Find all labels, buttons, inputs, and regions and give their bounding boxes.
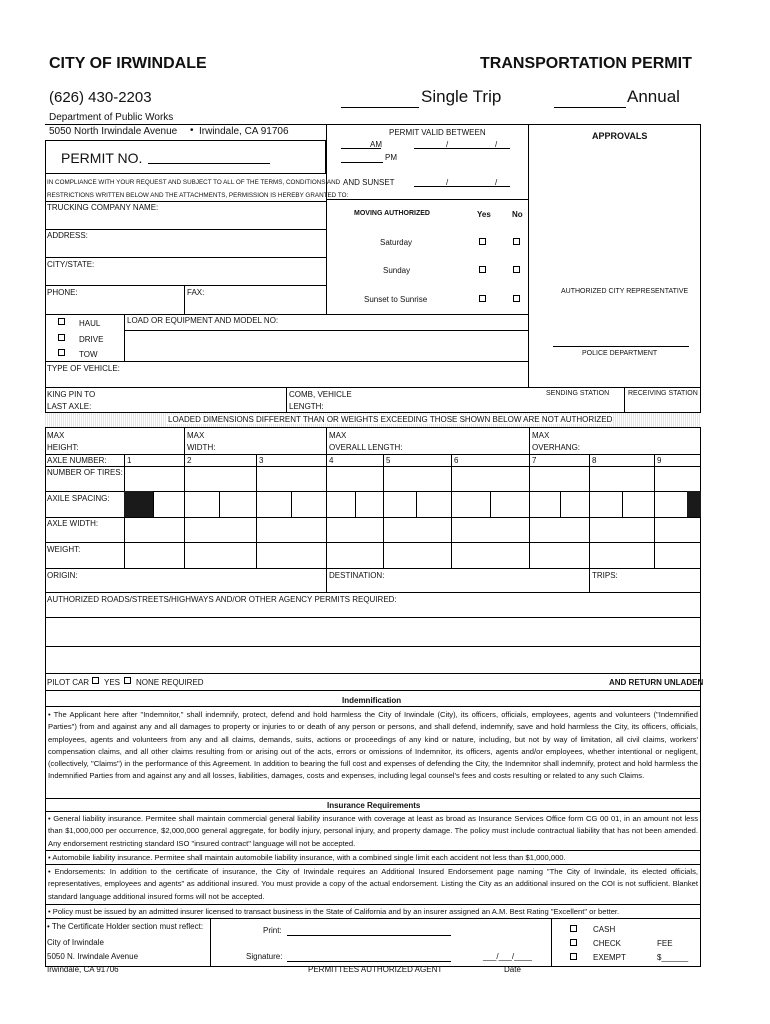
insurance-item-policy: • Policy must be issued by an admitted insurer licensed to transact business in the State of California and by an insurer assigned an A.M. Best Rating "Excellent" or better. [48, 907, 620, 916]
col-line [490, 491, 491, 517]
col-line [124, 314, 125, 361]
max-height-label-2: HEIGHT: [47, 443, 79, 452]
cert-street: 5050 N. Irwindale Avenue [47, 952, 139, 961]
king-pin-label: KING PIN TO [47, 390, 96, 399]
single-trip-label: Single Trip [421, 87, 502, 106]
row-line [45, 850, 701, 851]
col-line [355, 491, 356, 517]
insurance-item-endorsements: • Endorsements: In addition to the certificate of insurance, the City of Irwindale requires an Additional Insured Endorsement page naming "The City of Irwindale, its elected officials, representatives, employees and agents" as additional insured. You must provide a copy of the actual endorsement. Listing the City as an additional insured on the COI is not sufficient. Blanket standard language additional insured forms will not be accepted. [48, 867, 698, 901]
col-line [184, 285, 185, 314]
date-label: Date [504, 965, 521, 974]
approvals-label: APPROVALS [592, 131, 648, 141]
row-line [124, 330, 528, 331]
axle-num-8: 8 [592, 456, 597, 465]
am-time-field[interactable] [341, 137, 381, 149]
col-line [589, 454, 590, 517]
row-line [45, 617, 701, 618]
exempt-label: EXEMPT [593, 953, 626, 962]
row-line [45, 314, 528, 315]
moving-authorized-label: MOVING AUTHORIZED [354, 210, 430, 217]
row-line [45, 229, 326, 230]
cash-checkbox[interactable] [570, 925, 577, 932]
max-width-label-1: MAX [187, 431, 205, 440]
col-line [124, 542, 125, 568]
sending-station-label: SENDING STATION [546, 390, 610, 397]
date-slash: / [495, 140, 498, 149]
address-label: ADDRESS: [47, 231, 88, 240]
insurance-title: Insurance Requirements [327, 801, 421, 810]
col-line [451, 454, 452, 517]
date-slash: / [446, 140, 449, 149]
col-line [124, 517, 125, 542]
row-line [45, 690, 701, 691]
col-line [256, 454, 257, 517]
col-line [210, 918, 211, 966]
row-line [45, 673, 701, 674]
row-line [45, 568, 701, 569]
drive-checkbox[interactable] [58, 334, 65, 341]
number-tires-label: NUMBER OF TIRES: [47, 468, 123, 477]
row-line [45, 542, 701, 543]
col-line [654, 517, 655, 542]
tow-checkbox[interactable] [58, 349, 65, 356]
axle-width-label: AXLE WIDTH: [47, 519, 99, 528]
destination-label: DESTINATION: [329, 571, 385, 580]
row-line [45, 904, 701, 905]
col-line [184, 542, 185, 568]
col-line [416, 491, 417, 517]
col-line [326, 517, 327, 542]
date-slash: / [446, 178, 449, 187]
compliance-line-1: IN COMPLIANCE WITH YOUR REQUEST AND SUBJECT TO ALL OF THE TERMS, CONDITIONS AND [47, 179, 341, 186]
print-label: Print: [263, 926, 282, 935]
axle-num-3: 3 [259, 456, 264, 465]
and-sunset-label: AND SUNSET [343, 178, 395, 187]
col-line [286, 387, 287, 412]
pilot-yes-label: YES [104, 678, 121, 687]
row-line [45, 285, 326, 286]
spacing-blocked-cell [687, 491, 701, 517]
authorized-roads-label: AUTHORIZED ROADS/STREETS/HIGHWAYS AND/OR OTHER AGENCY PERMITS REQUIRED: [47, 595, 397, 604]
exempt-checkbox[interactable] [570, 953, 577, 960]
sunset-sunrise-label: Sunset to Sunrise [364, 295, 428, 304]
type-vehicle-label: TYPE OF VEHICLE: [47, 364, 120, 373]
col-line [529, 517, 530, 542]
col-line [326, 542, 327, 568]
date-slash: / [495, 178, 498, 187]
saturday-label: Saturday [380, 238, 413, 247]
row-line [45, 646, 701, 647]
cert-city: City of Irwindale [47, 938, 104, 947]
pm-time-field[interactable] [341, 151, 383, 163]
max-length-label-1: MAX [329, 431, 347, 440]
validity-divider [326, 199, 528, 200]
axle-num-5: 5 [386, 456, 391, 465]
col-line [622, 491, 623, 517]
axle-num-1: 1 [127, 456, 132, 465]
haul-label: HAUL [79, 319, 101, 328]
sunday-no-checkbox[interactable] [513, 266, 520, 273]
col-line [184, 517, 185, 542]
cert-city-zip: Irwindale, CA 91706 [47, 965, 119, 974]
permit-no-label: PERMIT NO. [61, 150, 143, 166]
col-line [153, 491, 154, 517]
city-state-label: CITY/STATE: [47, 260, 95, 269]
origin-label: ORIGIN: [47, 571, 78, 580]
col-line [589, 542, 590, 568]
comb-vehicle-label: COMB, VEHICLE [289, 390, 352, 399]
col-line [551, 918, 552, 966]
load-equipment-label: LOAD OR EQUIPMENT AND MODEL NO: [127, 316, 279, 325]
right-border [700, 124, 701, 966]
phone-label: PHONE: [47, 288, 78, 297]
cash-label: CASH [593, 925, 616, 934]
insurance-item-auto: • Automobile liability insurance. Permitee shall maintain automobile liability insurance, with a combined single limit each accident not less than $1,000,000. [48, 853, 566, 862]
saturday-no-checkbox[interactable] [513, 238, 520, 245]
weight-label: WEIGHT: [47, 545, 81, 554]
axle-spacing-label: AXILE SPACING: [47, 494, 110, 503]
police-department-label: POLICE DEPARTMENT [582, 350, 658, 357]
axle-number-label: AXLE NUMBER: [47, 456, 107, 465]
pilot-none-checkbox[interactable] [124, 677, 131, 684]
check-checkbox[interactable] [570, 939, 577, 946]
max-width-label-2: WIDTH: [187, 443, 216, 452]
col-line [219, 491, 220, 517]
permit-title: TRANSPORTATION PERMIT [480, 55, 692, 72]
col-line [560, 491, 561, 517]
tow-label: TOW [79, 350, 98, 359]
annual-blank[interactable] [554, 88, 626, 108]
col-line [529, 454, 530, 517]
row-line [45, 387, 701, 388]
length-label: LENGTH: [289, 402, 324, 411]
axle-num-9: 9 [657, 456, 662, 465]
row-line [45, 517, 701, 518]
col-line [256, 542, 257, 568]
col-line [529, 542, 530, 568]
indemnification-title: Indemnification [342, 696, 402, 705]
axle-num-4: 4 [329, 456, 334, 465]
pilot-none-label: NONE REQUIRED [136, 678, 204, 687]
col-line [256, 517, 257, 542]
return-unladen-label: AND RETURN UNLADEN [609, 678, 704, 687]
compliance-line-2: RESTRICTIONS WRITTEN BELOW AND THE ATTACHMENTS, PERMISSION IS HEREBY GRANTED TO: [47, 192, 349, 199]
row-line [45, 466, 701, 467]
sunset-sunrise-yes-checkbox[interactable] [479, 295, 486, 302]
col-line [326, 428, 327, 454]
max-length-label-2: OVERALL LENGTH: [329, 443, 403, 452]
col-line [654, 454, 655, 517]
pilot-car-label: PILOT CAR [47, 678, 90, 687]
receiving-station-label: RECEIVING STATION [628, 390, 698, 397]
row-line [45, 798, 701, 799]
row-line [45, 864, 701, 865]
phone-number: (626) 430-2203 [49, 89, 152, 106]
drive-label: DRIVE [79, 335, 104, 344]
col-line [529, 428, 530, 454]
permit-valid-between: PERMIT VALID BETWEEN [389, 128, 486, 137]
col-line [451, 542, 452, 568]
address-street: 5050 North Irwindale Avenue [49, 126, 178, 137]
col-line [383, 454, 384, 517]
col-line [184, 454, 185, 517]
cert-holder-label: • The Certificate Holder section must reflect: [47, 922, 204, 931]
col-line [184, 428, 185, 454]
max-height-label-1: MAX [47, 431, 65, 440]
insurance-item-general: • General liability insurance. Permitee shall maintain commercial general liability insurance with coverage at least as broad as Insurance Services Office form CG 00 01, in an amount not less than $1,000,000 per occurrence, $2,000,000 general aggregate, for bodily injury, personal injury, and property damage. The policy must include contractual liability that has not been amended. Any endorsement restricting standard ISO "insured contract" language will not be accepted. [48, 814, 698, 848]
department-name: Department of Public Works [49, 112, 174, 123]
sunday-label: Sunday [383, 266, 411, 275]
col-line [291, 491, 292, 517]
saturday-yes-checkbox[interactable] [479, 238, 486, 245]
max-overhang-label-2: OVERHANG: [532, 443, 581, 452]
sunset-sunrise-no-checkbox[interactable] [513, 295, 520, 302]
am-label: AM [370, 140, 382, 149]
col-line [624, 387, 625, 412]
fee-label: FEE [657, 939, 673, 948]
address-city: Irwindale, CA 91706 [199, 126, 289, 137]
validity-left-border [326, 124, 327, 314]
city-title: CITY OF IRWINDALE [49, 55, 207, 72]
fax-label: FAX: [187, 288, 205, 297]
axle-num-6: 6 [454, 456, 459, 465]
approvals-left-border [528, 124, 529, 387]
signature-field[interactable] [287, 961, 451, 962]
col-line [589, 517, 590, 542]
axle-num-7: 7 [532, 456, 537, 465]
row-line [45, 706, 701, 707]
col-line [654, 542, 655, 568]
row-line [45, 361, 528, 362]
date-field[interactable]: ___/___/____ [483, 952, 532, 961]
police-signature-line[interactable] [553, 346, 689, 347]
authorized-rep-label: AUTHORIZED CITY REPRESENTATIVE [561, 288, 689, 295]
agent-label: PERMITTEES AUTHORIZED AGENT [308, 965, 443, 974]
row-line [45, 454, 701, 455]
indemnification-text: • The Applicant here after "Indemnitor," shall indemnify, protect, defend and hold harmless the City of Irwindale (City), its officers, officials, employees, agents and volunteers ("Indemnified Parties") from and against any and all damages to property or injuries to or death of any person or persons, and shall defend, indemnify, save and hold harmless the City, its officers, officials, employees, agents and volunteers from any and all claims, demands, suits, actions or proceedings of any kind or nature, including, but not by way of limitation, all civil claims, workers' compensation claims, and all other claims resulting from or arising out of the acts, errors or omissions of Indemnitor, its officers, agents and/or employees, whether intentional or negligent, (collectively, "Claims") in the performance of this Agreement. In addition to bearing the full cost and expenses of defending the City, the Indemnitor shall indemnify, protect and hold harmless the Indemnified Parties from and against any and all losses, liabilities, damages, costs and expenses, including legal counsel's fees and costs resulting or related to any such Claims. [48, 710, 698, 781]
row-line [45, 918, 701, 919]
signature-label: Signature: [246, 952, 283, 961]
trips-label: TRIPS: [592, 571, 618, 580]
spacing-blocked-cell [124, 491, 153, 517]
trucking-company-label: TRUCKING COMPANY NAME: [47, 203, 159, 212]
pilot-yes-checkbox[interactable] [92, 677, 99, 684]
haul-checkbox[interactable] [58, 318, 65, 325]
col-line [326, 454, 327, 517]
col-line [451, 517, 452, 542]
axle-num-2: 2 [187, 456, 192, 465]
sunday-yes-checkbox[interactable] [479, 266, 486, 273]
single-trip-blank[interactable] [341, 88, 419, 108]
bullet-dot: • [190, 125, 194, 136]
col-line [589, 568, 590, 592]
col-line [383, 542, 384, 568]
check-label: CHECK [593, 939, 622, 948]
yes-header: Yes [477, 210, 491, 219]
print-field[interactable] [287, 935, 451, 936]
row-line [45, 257, 326, 258]
loaded-dimensions-text: LOADED DIMENSIONS DIFFERENT THAN OR WEIGHTS EXCEEDING THOSE SHOWN BELOW ARE NOT AUTHORIZED [168, 415, 613, 424]
no-header: No [512, 210, 523, 219]
max-overhang-label-1: MAX [532, 431, 550, 440]
row-line [45, 201, 326, 202]
fee-amount-field[interactable]: $______ [657, 953, 689, 962]
row-line [45, 811, 701, 812]
last-axle-label: LAST AXLE: [47, 402, 92, 411]
permit-no-field[interactable] [148, 150, 270, 164]
col-line [383, 517, 384, 542]
col-line [326, 568, 327, 592]
left-border [45, 140, 46, 966]
top-rule [45, 124, 701, 125]
pm-label: PM [385, 153, 397, 162]
annual-label: Annual [627, 87, 680, 106]
row-line [45, 592, 701, 593]
